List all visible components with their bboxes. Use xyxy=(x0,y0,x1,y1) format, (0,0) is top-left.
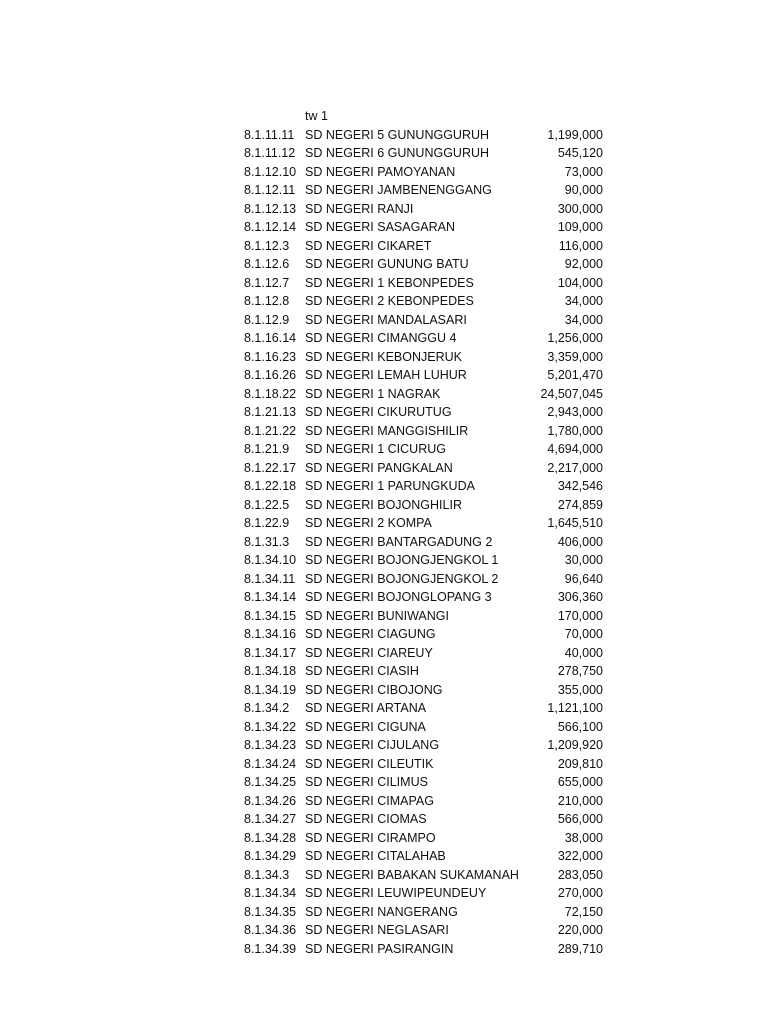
amount-cell: 283,050 xyxy=(557,867,603,882)
table-row xyxy=(244,940,606,959)
table-row xyxy=(244,588,606,607)
table-row xyxy=(244,477,606,496)
school-name-cell: SD NEGERI BOJONGJENGKOL 1 xyxy=(305,553,499,567)
table-row xyxy=(244,126,606,145)
table-row xyxy=(244,847,606,866)
table-row xyxy=(244,496,606,515)
amount-cell: 545,120 xyxy=(557,146,603,160)
amount-cell: 1,209,920 xyxy=(547,738,603,752)
amount-cell: 355,000 xyxy=(557,682,603,697)
school-name-cell: SD NEGERI KEBONJERUK xyxy=(305,349,462,364)
amount-cell: 655,000 xyxy=(557,775,603,789)
amount-cell: 566,000 xyxy=(557,812,603,826)
account-code-cell: 8.1.31.3 xyxy=(244,534,290,549)
table-row xyxy=(244,921,606,940)
account-code-cell: 8.1.12.3 xyxy=(244,238,290,253)
amount-cell: 278,750 xyxy=(557,664,603,678)
amount-cell: 566,100 xyxy=(557,719,603,734)
table-row xyxy=(244,514,606,533)
amount-cell: 306,360 xyxy=(557,590,603,604)
table-row xyxy=(244,348,606,367)
table-row xyxy=(244,662,606,681)
amount-cell: 3,359,000 xyxy=(547,349,603,364)
account-code-cell: 8.1.21.13 xyxy=(244,405,297,419)
school-name-cell: SD NEGERI CIAREUY xyxy=(305,645,433,660)
table-row xyxy=(244,551,606,570)
amount-cell: 406,000 xyxy=(557,534,603,549)
table-row xyxy=(244,200,606,219)
amount-cell: 210,000 xyxy=(557,793,603,808)
table-row xyxy=(244,385,606,404)
school-name-cell: SD NEGERI RANJI xyxy=(305,201,414,216)
table-row xyxy=(244,422,606,441)
table-row xyxy=(244,773,606,792)
school-name-cell: SD NEGERI CIRAMPO xyxy=(305,830,436,845)
account-code-cell: 8.1.34.27 xyxy=(244,812,297,826)
school-name-cell: SD NEGERI BABAKAN SUKAMANAH xyxy=(305,867,519,882)
school-name-cell: SD NEGERI 2 KOMPA xyxy=(305,516,432,530)
account-code-cell: 8.1.12.11 xyxy=(244,183,296,197)
account-code-cell: 8.1.34.17 xyxy=(244,645,297,660)
school-name-cell: SD NEGERI JAMBENENGGANG xyxy=(305,183,492,197)
table-row xyxy=(244,218,606,237)
table-row xyxy=(244,607,606,626)
amount-cell: 30,000 xyxy=(564,553,603,567)
table-row xyxy=(244,459,606,478)
table-row xyxy=(244,903,606,922)
table-row xyxy=(244,181,606,200)
school-name-cell: SD NEGERI 2 KEBONPEDES xyxy=(305,294,474,308)
school-name-cell: SD NEGERI SASAGARAN xyxy=(305,220,456,234)
table-row xyxy=(244,699,606,718)
account-code-cell: 8.1.22.17 xyxy=(244,460,297,475)
school-name-cell: SD NEGERI BOJONGJENGKOL 2 xyxy=(305,571,499,586)
account-code-cell: 8.1.34.28 xyxy=(244,830,297,845)
school-name-cell: SD NEGERI BANTARGADUNG 2 xyxy=(305,534,493,549)
school-name-cell: SD NEGERI CIGUNA xyxy=(305,719,426,734)
amount-cell: 73,000 xyxy=(564,164,603,179)
account-code-cell: 8.1.34.24 xyxy=(244,756,297,771)
school-name-cell: SD NEGERI BOJONGLOPANG 3 xyxy=(305,590,492,604)
school-name-cell: SD NEGERI PAMOYANAN xyxy=(305,164,456,179)
school-name-cell: SD NEGERI CIASIH xyxy=(305,664,419,678)
account-code-cell: 8.1.21.9 xyxy=(244,442,290,456)
table-row xyxy=(244,755,606,774)
table-row xyxy=(244,829,606,848)
table-row xyxy=(244,311,606,330)
account-code-cell: 8.1.34.16 xyxy=(244,627,297,641)
amount-cell: 1,645,510 xyxy=(547,516,603,530)
account-code-cell: 8.1.34.11 xyxy=(244,571,296,586)
amount-cell: 274,859 xyxy=(557,497,603,512)
account-code-cell: 8.1.12.6 xyxy=(244,257,290,271)
account-code-cell: 8.1.21.22 xyxy=(244,423,297,438)
table-row xyxy=(244,163,606,182)
school-name-cell: SD NEGERI CIJULANG xyxy=(305,738,440,752)
amount-cell: 5,201,470 xyxy=(547,368,603,382)
table-row xyxy=(244,292,606,311)
amount-cell: 70,000 xyxy=(564,627,603,641)
school-name-cell: SD NEGERI MANGGISHILIR xyxy=(305,423,469,438)
amount-cell: 92,000 xyxy=(564,257,603,271)
table-row xyxy=(244,533,606,552)
table-row xyxy=(244,736,606,755)
amount-cell: 96,640 xyxy=(564,571,603,586)
account-code-cell: 8.1.34.36 xyxy=(244,923,297,937)
amount-cell: 104,000 xyxy=(557,275,603,290)
account-code-cell: 8.1.34.2 xyxy=(244,701,290,715)
amount-cell: 34,000 xyxy=(564,312,603,327)
school-name-cell: SD NEGERI CIOMAS xyxy=(305,812,427,826)
account-code-cell: 8.1.34.10 xyxy=(244,553,297,567)
account-code-cell: 8.1.22.5 xyxy=(244,497,290,512)
school-name-cell: SD NEGERI LEMAH LUHUR xyxy=(305,368,467,382)
account-code-cell: 8.1.12.13 xyxy=(244,201,297,216)
account-code-cell: 8.1.34.23 xyxy=(244,738,297,752)
account-code-cell: 8.1.12.8 xyxy=(244,294,290,308)
table-row xyxy=(244,403,606,422)
account-code-cell: 8.1.34.34 xyxy=(244,886,297,900)
table-row xyxy=(244,866,606,885)
amount-cell: 289,710 xyxy=(557,941,603,956)
school-name-cell: SD NEGERI CIBOJONG xyxy=(305,682,443,697)
amount-cell: 40,000 xyxy=(564,645,603,660)
account-code-cell: 8.1.16.26 xyxy=(244,368,297,382)
column-header-tw1: tw 1 xyxy=(305,109,328,123)
school-name-cell: SD NEGERI CIKARET xyxy=(305,238,432,253)
amount-cell: 2,217,000 xyxy=(547,460,603,475)
header-row xyxy=(244,107,606,126)
account-code-cell: 8.1.12.7 xyxy=(244,275,290,290)
school-name-cell: SD NEGERI ARTANA xyxy=(305,701,427,715)
amount-cell: 2,943,000 xyxy=(547,405,603,419)
account-code-cell: 8.1.34.3 xyxy=(244,867,290,882)
table-row xyxy=(244,681,606,700)
amount-cell: 109,000 xyxy=(557,220,603,234)
account-code-cell: 8.1.11.11 xyxy=(244,127,295,142)
amount-cell: 209,810 xyxy=(557,756,603,771)
amount-cell: 4,694,000 xyxy=(547,442,603,456)
account-code-cell: 8.1.22.9 xyxy=(244,516,290,530)
amount-cell: 1,780,000 xyxy=(547,423,603,438)
school-name-cell: SD NEGERI BUNIWANGI xyxy=(305,608,449,623)
table-row xyxy=(244,625,606,644)
account-code-cell: 8.1.12.10 xyxy=(244,164,297,179)
table-row xyxy=(244,440,606,459)
school-name-cell: SD NEGERI CIMAPAG xyxy=(305,793,434,808)
school-name-cell: SD NEGERI BOJONGHILIR xyxy=(305,497,462,512)
account-code-cell: 8.1.34.15 xyxy=(244,608,297,623)
table-row xyxy=(244,792,606,811)
account-code-cell: 8.1.34.18 xyxy=(244,664,297,678)
amount-cell: 116,000 xyxy=(558,238,603,253)
school-name-cell: SD NEGERI CITALAHAB xyxy=(305,849,446,863)
amount-cell: 34,000 xyxy=(564,294,603,308)
table-row xyxy=(244,144,606,163)
amount-cell: 170,000 xyxy=(557,608,603,623)
account-code-cell: 8.1.34.25 xyxy=(244,775,297,789)
amount-cell: 220,000 xyxy=(557,923,603,937)
account-code-cell: 8.1.34.26 xyxy=(244,793,297,808)
school-name-cell: SD NEGERI 6 GUNUNGGURUH xyxy=(305,146,490,160)
table-body xyxy=(244,126,606,959)
account-code-cell: 8.1.34.14 xyxy=(244,590,297,604)
school-name-cell: SD NEGERI CIKURUTUG xyxy=(305,405,452,419)
amount-cell: 1,199,000 xyxy=(547,127,603,142)
table-row xyxy=(244,255,606,274)
school-name-cell: SD NEGERI 1 PARUNGKUDA xyxy=(305,479,475,493)
account-code-cell: 8.1.34.29 xyxy=(244,849,297,863)
account-code-cell: 8.1.11.12 xyxy=(244,146,296,160)
amount-cell: 300,000 xyxy=(557,201,603,216)
school-name-cell: SD NEGERI MANDALASARI xyxy=(305,312,467,327)
table-row xyxy=(244,237,606,256)
table-row xyxy=(244,366,606,385)
amount-cell: 90,000 xyxy=(564,183,603,197)
amount-cell: 270,000 xyxy=(557,886,603,900)
amount-cell: 72,150 xyxy=(564,904,603,919)
school-name-cell: SD NEGERI PANGKALAN xyxy=(305,460,453,475)
table-row xyxy=(244,884,606,903)
amount-cell: 322,000 xyxy=(557,849,603,863)
table-row xyxy=(244,329,606,348)
account-code-cell: 8.1.34.35 xyxy=(244,904,297,919)
table-row xyxy=(244,570,606,589)
account-code-cell: 8.1.16.23 xyxy=(244,349,297,364)
school-name-cell: SD NEGERI CILIMUS xyxy=(305,775,428,789)
amount-cell: 38,000 xyxy=(564,830,603,845)
account-code-cell: 8.1.34.19 xyxy=(244,682,297,697)
amount-cell: 1,256,000 xyxy=(547,331,603,345)
account-code-cell: 8.1.12.9 xyxy=(244,312,290,327)
account-code-cell: 8.1.12.14 xyxy=(244,220,297,234)
school-name-cell: SD NEGERI CIMANGGU 4 xyxy=(305,331,457,345)
amount-cell: 342,546 xyxy=(557,479,603,493)
spreadsheet-page xyxy=(244,107,606,958)
school-name-cell: SD NEGERI NEGLASARI xyxy=(305,923,449,937)
school-name-cell: SD NEGERI 1 KEBONPEDES xyxy=(305,275,474,290)
table-row xyxy=(244,274,606,293)
account-code-cell: 8.1.34.22 xyxy=(244,719,297,734)
account-code-cell: 8.1.16.14 xyxy=(244,331,297,345)
table-row xyxy=(244,644,606,663)
school-name-cell: SD NEGERI 1 CICURUG xyxy=(305,442,446,456)
table-row xyxy=(244,810,606,829)
school-name-cell: SD NEGERI CILEUTIK xyxy=(305,756,434,771)
school-name-cell: SD NEGERI GUNUNG BATU xyxy=(305,257,469,271)
account-code-cell: 8.1.18.22 xyxy=(244,386,297,401)
table-row xyxy=(244,718,606,737)
account-code-cell: 8.1.34.39 xyxy=(244,941,297,956)
school-name-cell: SD NEGERI CIAGUNG xyxy=(305,627,436,641)
amount-cell: 24,507,045 xyxy=(540,386,603,401)
school-name-cell: SD NEGERI 1 NAGRAK xyxy=(305,386,441,401)
account-code-cell: 8.1.22.18 xyxy=(244,479,297,493)
school-name-cell: SD NEGERI PASIRANGIN xyxy=(305,941,454,956)
school-name-cell: SD NEGERI LEUWIPEUNDEUY xyxy=(305,886,487,900)
amount-cell: 1,121,100 xyxy=(547,701,603,715)
school-name-cell: SD NEGERI 5 GUNUNGGURUH xyxy=(305,127,490,142)
school-name-cell: SD NEGERI NANGERANG xyxy=(305,904,458,919)
